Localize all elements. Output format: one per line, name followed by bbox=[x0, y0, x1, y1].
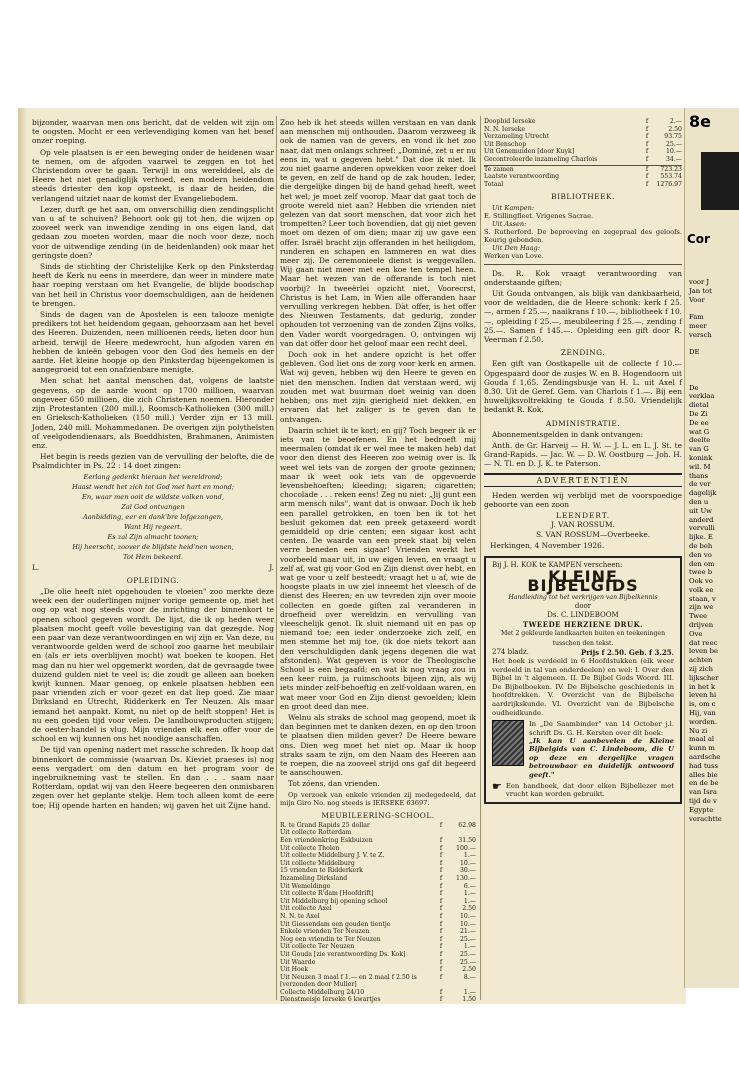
ledger-currency: f bbox=[439, 867, 443, 875]
adjacent-page-fragment: aardsche bbox=[689, 753, 721, 762]
adjacent-page-fragment: Egypte bbox=[689, 805, 714, 814]
poem-line: Hij heerscht, zoover de blijdste heid'nen wonen, bbox=[72, 542, 234, 551]
ledger-row bbox=[484, 133, 682, 141]
ledger-label: Uit collecte Tholen bbox=[280, 844, 340, 852]
ledger-row bbox=[280, 943, 476, 951]
newspaper-page bbox=[18, 108, 686, 1004]
ledger-label: R. te Grand Rapids 25 dollar bbox=[280, 821, 370, 829]
adjacent-page-fragment: had tuss bbox=[689, 761, 719, 770]
ad-edition: TWEEDE HERZIENE DRUK. bbox=[522, 620, 644, 630]
ledger-label: Uit Hoek bbox=[280, 966, 309, 974]
ledger-currency: f bbox=[439, 928, 443, 936]
ledger-amount: 25.— bbox=[459, 935, 476, 943]
ledger-amount: 1.— bbox=[463, 890, 476, 898]
ledger-amount: 2.50 bbox=[462, 966, 476, 974]
adjacent-page-fragment: alles bie bbox=[689, 770, 718, 779]
adjacent-page-fragment: De bbox=[689, 383, 699, 392]
ledger-label: Uit collecte Middelburg bbox=[280, 859, 355, 867]
poem-line: Zal God ontvangen bbox=[121, 502, 185, 511]
paragraph: „De olie heeft niet opgehouden te vloeien" zoo merkte deze week een der ouderlingen mijner vorige gemeente op, met het oog op wat nog steeds voor de inrichting der binnenkort te openen school gegeven wordt. De lijst, die ik op heden weer plaatsen mocht geeft volle bevestiging van dat gezegde. Nog een paar van deze verantwoordingen en wij zijn er. Van deze, nu verantwoorde gelden werd de school zoo gaarne het meubilair en (als er iets overblijven mocht) wat boeken te koopen. Het mag dan nu hier wel opgemerkt worden, dat de gevraagde twee duizend gulden niet te veel is; die zoudt ge alleen aan boeken kwijt kunnen. Maar genoeg, op enkele plaatsen hebben een paar vrienden zich er voor gezet en dat liep goed. Zie maar Dirksland en Utrecht, Ridderkerk en Ter Neuzen. Als maar iemand het aanpakt. Komt, nu niet op de helft stoppen! Het is nu een goeden tijd voor velen. De landbouwproducten stijgen; de oester-handel is vlug. Mijn vrienden elk een offer voor de school en wij kunnen ons het noodige aanschaffen. bbox=[32, 586, 274, 744]
section-heading-administratie: ADMINISTRATIE. bbox=[545, 418, 621, 428]
ledger-label: Dienstmeisje Ierseke 6 kwartjes bbox=[280, 996, 381, 1004]
signature-right: J. bbox=[269, 562, 274, 572]
ledger-currency: f bbox=[645, 118, 649, 125]
adjacent-page-fragment: lijkscher bbox=[689, 673, 719, 682]
ad-price: Prijs f 2.50. Geb. f 3.25. bbox=[580, 647, 674, 657]
adjacent-page-fragment: zij zich bbox=[689, 665, 713, 674]
poem-line: Haast wendt het zich tot God met hart en mond; bbox=[71, 482, 235, 491]
ledger-row bbox=[280, 974, 476, 982]
ledger-currency: f bbox=[439, 882, 443, 890]
ledger-label: Uit Neuzen 3 maal f 1.— en 2 maal f 2.50 is bbox=[280, 973, 417, 981]
ledger-row bbox=[280, 829, 476, 837]
ledger-label: Uit collecte Ter Neuzen bbox=[280, 943, 355, 951]
psalm-poem bbox=[32, 473, 274, 561]
poem-line: Tot Hem bekeerd. bbox=[123, 552, 183, 561]
paragraph: Anth. de Gr. Harveij — H. W. — J. L. en L. J. St. te Grand-Rapids. — Jac. W. — D. W. Oostburg — Joh. H. — N. Tl. en D. J. K. te Paterson. bbox=[484, 441, 682, 469]
ad-footer-text: Een handboek, dat door elken Bijbellezer met vrucht kan worden gebruikt. bbox=[505, 782, 674, 799]
ledger-row bbox=[484, 173, 682, 181]
adjacent-page-fragment: versch bbox=[689, 330, 712, 339]
ledger-amount: 2.50 bbox=[462, 905, 476, 913]
ledger-label: Uit Gouda [zie verantwoording Ds. Kok] bbox=[280, 950, 406, 958]
adjacent-page-fragment: Ove bbox=[689, 629, 703, 638]
ledger-row bbox=[280, 959, 476, 967]
ledger-amount bbox=[446, 829, 476, 837]
poem-line: Es zal Zijn almacht toonen; bbox=[107, 532, 199, 541]
ledger-label: Verzameling Utrecht bbox=[484, 133, 550, 141]
book-advertisement bbox=[484, 556, 682, 804]
ledger-label: Gecontroleerde inzameling Charlois bbox=[484, 155, 598, 163]
ledger-currency: f bbox=[645, 125, 649, 133]
ledger-currency: f bbox=[645, 155, 649, 163]
adjacent-page-fragment: Hij, van bbox=[689, 709, 716, 718]
adjacent-page-fragment: zijn we bbox=[689, 603, 714, 612]
poem-line: En, waar men ooit de wildste volken vond, bbox=[82, 492, 224, 501]
adjacent-page-fragment: in het k bbox=[689, 682, 716, 691]
adjacent-page-fragment: dietal bbox=[689, 401, 709, 410]
ad-maps: Met 2 gekleurde landkaarten buiten en teekeningen tusschen den tekst. bbox=[500, 630, 666, 647]
ad-contents: Het boek is verdeeld in 6 Hoofdstukken (elk weer verdeeld in tal van onderdeelen) en wel: I. Over den Bijbel in 't algemeen. II. De Bijbel Gods Woord. III. De Bijbelboeken. IV. De Bijbelsche geschiedenis in hoofdtrekken. V. Overzicht van de Bijbelsche aardrijkskunde. VI. Overzicht van de Bijbelsche oudheidkunde. bbox=[492, 657, 674, 717]
adjacent-page-fragment: den vo bbox=[689, 550, 712, 559]
ledger-amount: 93.75 bbox=[664, 133, 682, 141]
ledger-row bbox=[280, 966, 476, 974]
adjacent-page-fragment: drijven bbox=[689, 621, 714, 630]
adjacent-page-fragment bbox=[689, 340, 739, 349]
ledger-label: Uit collecte Axel bbox=[280, 905, 332, 913]
giro-note: Op verzoek van enkele vrienden zij medegedeeld, dat mijn Giro No. nog steeds is IERSEKE 63697. bbox=[280, 790, 476, 807]
paragraph: Abonnementsgelden in dank ontvangen: bbox=[492, 429, 644, 439]
paragraph: bijzonder, waarvan men ons bericht, dat de velden wit zijn om te oogsten. Mocht er een verlevendiging komen van het besef onzer roeping. bbox=[32, 118, 274, 146]
ledger-currency: f bbox=[645, 140, 649, 148]
adjacent-page-fragment bbox=[689, 357, 739, 366]
ledger-label: N. N. Ierseke bbox=[484, 125, 526, 133]
adjacent-page-fragment: vervulli bbox=[689, 524, 715, 533]
adjacent-page-fragment: De Zi bbox=[689, 409, 708, 418]
ad-title: KLEINE BIJBELGIDS bbox=[527, 567, 639, 596]
adjacent-page-fragment: verachtte bbox=[689, 814, 722, 823]
birth-parents: S. VAN ROSSUM—Overbeeke. bbox=[535, 529, 651, 539]
column-rule bbox=[276, 116, 277, 1000]
ledger-amount: 1.— bbox=[463, 988, 476, 996]
library-place: Uit Kampen: bbox=[492, 203, 535, 212]
adjacent-page bbox=[684, 108, 739, 988]
library-place: Uit Assen: bbox=[492, 219, 527, 228]
paragraph: Zoo heb ik het steeds willen verstaan en van dank aan menschen mij onthouden. Daarom verzweeg ik ook de namen van de gevers, en vond ik het zoo naar, dat men onlangs schreef: „Dominé, zet u er nu eens in, wat u gegeven hebt." Dat doe ik niet. Ik zou niet gaarne anderen opwekken voor zeker doel te geven, en zelf de hand op de zak houden. Ieder, die dergelijke dingen bij de hand gehad heeft, weet het wel; je moet zelf voorop. Maar dat gaat toch de groote wereld niet aan? Hebben die vrienden niet gelezen van dat soort menschen, dat voor zich het trompetten? Leer toch bovendien, dat gij niet geven moet om dezen of om dien; maar zij uw gave een offer. Israël bracht zijn offeranden in het heiligdom, runderen en schapen en lammeren en wat dies meer zij. De ceremonieele dienst is weggevallen. Wij gaan niet meer met een koe ten tempel heen. Maar het wezen van de offerande is toch niet voorbij? In tweeërlei opzicht niet. Voorecrst, Christus is het Lam, in Wien alle offeranden haar vervulling verkregen hebben. Dàt offer, is het offer des Nieuwen Testaments, dat gedurig, zonder ophouden tot verzoening van de zonden Zijns volks, den Vader wordt voorgedragen. O, ontvingen wij van dat offer door het geloof maar een recht deel. bbox=[280, 118, 476, 348]
ledger-amount: 25.— bbox=[459, 950, 476, 958]
adjacent-page-fragment: lijke. E bbox=[689, 533, 713, 542]
signature bbox=[32, 563, 274, 572]
ledger-label: Een vriendenkring Eskbuizen bbox=[280, 837, 373, 845]
ad-publisher-text: Bij J. H. KOK te KAMPEN verscheen: bbox=[492, 561, 623, 570]
ledger-row bbox=[280, 845, 476, 853]
ledger-currency: f bbox=[439, 905, 443, 913]
library-entry: E. Stillingfleet. Vrigenes Sacrae. bbox=[484, 211, 594, 220]
ledger-row bbox=[280, 898, 476, 906]
ledger-row bbox=[484, 118, 682, 126]
book-cover-icon bbox=[492, 720, 524, 766]
ledger-totals bbox=[484, 165, 682, 189]
column-1 bbox=[32, 118, 274, 998]
ledger-amount bbox=[446, 981, 476, 989]
ledger-row bbox=[484, 126, 682, 134]
section-heading-meubileering: MEUBILEERING-SCHOOL. bbox=[321, 810, 435, 820]
ledger-currency: f bbox=[439, 958, 443, 966]
library-entry: S. Rutherford. De beproeving en zegepraal des geloofs. Keurig gebonden. bbox=[484, 227, 682, 244]
ledger-currency: f bbox=[439, 943, 443, 951]
ledger-label: Uit Waarde bbox=[280, 958, 316, 966]
paragraph: Een gift van Oostkapelle uit de collecte f 10.— Opgespaard door de zusjes W. en B. Hogendoorn uit Gouda f 1,65. Zendingsbusje van H. L. uit Axel f 8.30. Uit de Geref. Gem. van Charlois f 1.—. Bij een huwelijksvoltrekking te Gouda f 8.50. Vriendelijk bedankt R. Kok. bbox=[484, 359, 682, 415]
birth-place: Herkingen, 4 November 1926. bbox=[490, 540, 605, 550]
ad-promo-quote: „Ik kan U aanbevelen de Kleine Bijbelgids van C. Lindeboom, die U op deze en dergelijke vragen betrouwbaar en duidelijk antwoord geeft." bbox=[529, 737, 674, 779]
ledger-label: Enkele vrienden Ter Neuzen bbox=[280, 928, 370, 936]
ledger-currency: f bbox=[439, 912, 443, 920]
paragraph: Sinds de dagen van de Apostelen is een talooze menigte predikers tot het heidendom gegaan, gehoorzaam aan het bevel des Heeren. Duizenden, neen millioenen reeds, lieten door hun arbeid, terwijl de Heere medewrocht, hun afgoden varen en hebben de knieën gebogen voor den God des hemels en der aarde. Het kleine hoopje op den Pinksterdag bijeengekomen is aangegroeid tot een onafzienbare menigte. bbox=[32, 310, 274, 375]
paragraph: Tot zóens, dan vrienden. bbox=[288, 779, 380, 789]
paragraph: Ds. R. Kok vraagt verantwoording van onderstaande giften; bbox=[484, 268, 682, 287]
ledger-currency: f bbox=[439, 950, 443, 958]
paragraph: De tijd van opening nadert met rassche schreden. Ik hoop dat binnenkort de commissie (waarvan Ds. Kieviet praeses is) nog eens vergadert om den datum en het program voor de ingebruikneming vast te stellen. En dan . . . saam naar Rotterdam, opdat wij van den Heere begeeren den onmisbaren zegen over het geplante stekje. Hem toch alleen komt de eere toe; Hij opende harten en handen; wij gaven het uit Zijne hand. bbox=[32, 745, 274, 810]
adjacent-page-fragment: Fam bbox=[689, 313, 704, 322]
ledger-amount: 1.— bbox=[463, 897, 476, 905]
paragraph: Op vele plaatsen is er een beweging onder de heidenen waar te nemen, om de afgoden vaarwel te zeggen en tot het Christendom over te gaan. Terwijl in ons werelddeel, als de Heere het niet genadiglijk verhoed, een modern heidendom steeds driester den kop opsteekt, is daar de heiden, die verlangend uitziet naar de komst der Evangeliebodem. bbox=[32, 147, 274, 203]
adjacent-page-fragment: Nu zi bbox=[689, 726, 708, 735]
ledger-label: Inzameling Dirksland bbox=[280, 874, 348, 882]
adjacent-page-fragment: de beh bbox=[689, 541, 713, 550]
ledger-label: Uit Genemuiden [door Kuyk] bbox=[484, 148, 575, 156]
paragraph: Het begin is reeds gezien van de vervulling der belofte, die de Psalmdichter in Ps. 22 : 14 doet zingen: bbox=[32, 452, 274, 471]
adjacent-page-fragment: achten bbox=[689, 656, 713, 665]
ledger-amount: 25.— bbox=[665, 140, 682, 148]
ledger-row bbox=[280, 936, 476, 944]
birth-name: LEENDERT. bbox=[555, 511, 611, 521]
paragraph: Daarin schiet ik te kort; en gij? Toch begeer ik er iets van te beoefenen. En het bedroeft mij meermalen (omdat ik er wel mee te maken heb) dat voor den dienst des Heeren zoo weinig over is. Ik weet wel iets van de zorgen der groote gezinnen; maar ik weet ook iets van de opgevoerde levensbehoeften; kleeding; sigaren; cigaretten; chocolade . . . reken eens! Zeg nu niet: „Jij gunt een arm mensch niks", want dat is onwaar. Doch ik heb een parallel getrokken, en toen ben ik tot het besluit gekomen dat een preek getaxeerd wordt gemiddeld op drie centen; een sigaar kost acht centen. De waarde van een preek staat bij velen verre beneden een sigaar! Vrienden werkt het voorbeeld maar uit, in uw eigen leven, en vraagt u zelf af, wat gij voor God en Zijn dienst over hebt, en wat ge voor u zelf besteedt; vraagt het u af, wie de hoogste plaats in uw ziel inneemt het vleesch of de dienst des Heeren; en uw tevreden zijn over mooie collecten en goede giften zal veranderen in droefheid over wereldzin en vervulling van vleeschelijk genot. Ik sluit niemand uit en pas op niemand toe; een ieder onderzoeke zich zelf, en men stemme het mij toe, (ik doe niets tekort aan den verschuldigden dank jegens degenen die wat afstonden). Wat gegeven is voor de Theologische School is een begaafd; en wat ik nog vraag zou in een keer ruim, ja ruimschoots bijeen zijn, als wij iets minder zelf-behoeftig en zelf-voldaan waren, en wat meer voor God en Zijn dienst gevoelden; klein en groot deed dan mee. bbox=[280, 425, 476, 711]
section-heading-bibliotheek: BIBLIOTHEEK. bbox=[551, 192, 615, 202]
ledger-currency: f bbox=[439, 844, 443, 852]
adjacent-page-fragment bbox=[689, 366, 739, 375]
adjacent-page-fragment: volk ee bbox=[689, 585, 714, 594]
ledger-currency: f bbox=[645, 173, 649, 181]
adjacent-page-fragment: uit Uw bbox=[689, 506, 712, 515]
adjacent-page-fragment: en de be bbox=[689, 779, 719, 788]
adjacent-page-fragment: staan, v bbox=[689, 594, 716, 603]
ad-price-row bbox=[492, 648, 674, 657]
adjacent-page-fragment: dagelijk bbox=[689, 489, 717, 498]
ledger-row bbox=[484, 148, 682, 156]
ledger-amount: 130.— bbox=[456, 874, 476, 882]
ledger-row bbox=[280, 996, 476, 1004]
ledger-label: 15 vrienden te Ridderkerk bbox=[280, 867, 363, 875]
adjacent-page-fragment: worden. bbox=[689, 717, 718, 726]
ledger-currency: f bbox=[439, 890, 443, 898]
section-heading-zending: ZENDING. bbox=[560, 348, 606, 358]
ledger-row bbox=[280, 860, 476, 868]
adjacent-page-fragment bbox=[689, 375, 739, 384]
paragraph: Uit Gouda ontvangen, als blijk van dankbaarheid, voor de weldaden, die de Heere schonk: kerk f 25.—, armen f 25.—, naaikrans f 10.—, bibliotheek f 10.—, opleiding f 25.—, meubileering f 25.—, zending f 25.—. Samen f 145.—. Opleiding een gift door R. Veerman f 2.50. bbox=[484, 288, 682, 344]
adjacent-page-fragment: Twee bbox=[689, 612, 708, 621]
ad-promo bbox=[492, 720, 674, 779]
ledger-amount: 10.— bbox=[665, 148, 682, 156]
poem-line: Aanbidding, eer en dank'bre lofgezangen, bbox=[82, 512, 224, 521]
ledger-row bbox=[280, 921, 476, 929]
ledger-amount: 10.— bbox=[459, 920, 476, 928]
ledger-amount: 1.— bbox=[463, 852, 476, 860]
ledger-currency bbox=[436, 981, 446, 989]
ledger-label: Uit collecte R'dam [Hoofdrift] bbox=[280, 890, 374, 898]
column-3 bbox=[484, 118, 682, 998]
adjacent-page-fragment: verklaa bbox=[689, 392, 715, 401]
column-2 bbox=[280, 118, 476, 1004]
ledger-currency: f bbox=[439, 897, 443, 905]
library-place: Uit Den Haag: bbox=[492, 243, 540, 252]
ledger-amount: 8.— bbox=[463, 973, 476, 981]
ledger-amount: 34.— bbox=[665, 155, 682, 163]
ad-pages: 274 bladz. bbox=[492, 647, 529, 656]
ad-promo-source: In „De Saambinder" van 14 October j.l. schrift Ds. G. H. Kersten over dit boek: bbox=[529, 720, 674, 737]
ledger-amount: 31.50 bbox=[458, 837, 476, 845]
paragraph: Men schat het aantal menschen dat, volgens de laatste gegevens, op de aarde woont op 1700 millioen, waarvan ongeveer 650 millioen, die zich Christenen noemen. Hieronder zijn Protestanten (200 mill.), Roomsch-Katholieken (300 mill.) en Grieksch-Katholieken (150 mill.) Verder zijn er 13 mill. Joden, 240 mill. Mohammedanen. De overigen zijn polytheïsten of veelgodendienaars, als Boeddhisten, Brahmanen, Animisten enz. bbox=[32, 376, 274, 450]
ledger-row bbox=[280, 867, 476, 875]
ledger-currency: f bbox=[645, 165, 649, 173]
adjacent-page-masthead-block bbox=[701, 152, 739, 210]
ledger-row bbox=[484, 141, 682, 149]
ledger-label: Doopbid Ierseke bbox=[484, 118, 536, 125]
column-rule bbox=[480, 116, 481, 1000]
ledger-currency: f bbox=[439, 852, 443, 860]
adjacent-page-fragment bbox=[689, 304, 739, 313]
adjacent-page-fragment: dat reec bbox=[689, 638, 718, 647]
ledger-row bbox=[280, 837, 476, 845]
ledger-label: Uit collecte Middelburg J. V. te Z. bbox=[280, 852, 385, 860]
ad-door: door bbox=[574, 601, 592, 610]
ad-promo-text bbox=[529, 720, 674, 779]
ledger-label: Laatste verantwoording bbox=[484, 173, 560, 181]
ledger-amount: 2.— bbox=[669, 118, 682, 125]
ledger-currency: f bbox=[645, 133, 649, 141]
poem-line: Eerlang gedenkt hieraan het wereldrond; bbox=[83, 472, 223, 481]
ledger-row bbox=[280, 905, 476, 913]
adjacent-page-fragment: DE bbox=[689, 348, 700, 357]
ledger-label: N. N. te Axel bbox=[280, 912, 320, 920]
ledger-currency: f bbox=[439, 966, 443, 974]
ledger-amount: 723.23 bbox=[660, 165, 682, 173]
advertisements-heading: ADVERTENTIËN bbox=[484, 473, 682, 487]
ledger-label: Uit Wemeldinge bbox=[280, 882, 331, 890]
ledger-amount: 1.— bbox=[463, 943, 476, 951]
adjacent-page-fragment: anderd bbox=[689, 515, 714, 524]
ledger-label: Nog een vriendin te Ter Neuzen bbox=[280, 935, 381, 943]
ledger-currency: f bbox=[439, 920, 443, 928]
ledger-currency: f bbox=[439, 988, 443, 996]
birth-parents: J. VAN ROSSUM. bbox=[551, 520, 615, 530]
ledger-label: Uit collecte Rotterdam bbox=[280, 829, 352, 837]
ledger-label: Uit Giessendam een gouden tientje bbox=[280, 920, 391, 928]
ledger-currency: f bbox=[439, 973, 443, 981]
ledger-amount: 62.98 bbox=[458, 821, 476, 829]
adjacent-page-fragment: tijd de v bbox=[689, 797, 717, 806]
ledger-row bbox=[280, 883, 476, 891]
ledger-row bbox=[280, 875, 476, 883]
adjacent-page-title: 8e bbox=[689, 112, 711, 131]
ledger-currency: f bbox=[439, 935, 443, 943]
adjacent-page-fragment: De ee bbox=[689, 418, 709, 427]
ledger-amount: 10.— bbox=[459, 912, 476, 920]
ad-subtitle: Handleiding tot het verkrijgen van Bijbelkennis bbox=[508, 593, 658, 601]
adjacent-page-fragment: wil. M bbox=[689, 462, 711, 471]
section-heading-opleiding: OPLEIDING. bbox=[126, 575, 180, 585]
ledger-currency: f bbox=[439, 821, 443, 829]
adjacent-page-text bbox=[689, 278, 739, 823]
adjacent-page-fragment: twee b bbox=[689, 568, 713, 577]
adjacent-page-fragment: Ook vo bbox=[689, 577, 713, 586]
ledger-currency: f bbox=[439, 874, 443, 882]
adjacent-page-fragment: is, om c bbox=[689, 700, 716, 709]
ledger-label: Totaal bbox=[484, 180, 504, 188]
adjacent-page-fragment: Jan tot bbox=[689, 286, 712, 295]
ledger-row bbox=[280, 928, 476, 936]
adjacent-page-fragment: leven be bbox=[689, 647, 718, 656]
ledger-label: Te zamen bbox=[484, 165, 514, 173]
ledger-label: Uit Middelburg bij opening school bbox=[280, 897, 388, 905]
birth-announcement: Heden werden wij verblijd met de voorspoedige geboorte van een zoon bbox=[484, 490, 682, 510]
ledger-row bbox=[280, 852, 476, 860]
ledger-amount: 553.74 bbox=[660, 173, 682, 181]
ledger-amount: 1276.97 bbox=[656, 180, 682, 188]
paragraph: Welnu als straks de school mag geopend, moet ik dan beginnen met te danken dezen, en op den troon te plaatsen dien milden gever? De Heere beware ons. Dien weg moet het niet op. Maar ik hoop straks saam te zijn, om den Naam des Heeren aan te roepen, die na zooveel strijd ons gaf dit begeerd te aanschouwen. bbox=[280, 713, 476, 778]
ledger-row bbox=[280, 890, 476, 898]
ledger-row bbox=[280, 951, 476, 959]
divider bbox=[484, 264, 682, 265]
ledger-amount: 25.— bbox=[459, 958, 476, 966]
adjacent-page-fragment: van G bbox=[689, 445, 709, 454]
ledger-currency bbox=[436, 829, 446, 837]
adjacent-page-subtitle: Cor bbox=[687, 232, 710, 246]
ledger-amount: 30.— bbox=[459, 867, 476, 875]
ledger-currency: f bbox=[439, 859, 443, 867]
ledger-currency: f bbox=[439, 996, 443, 1004]
adjacent-page-fragment: meer bbox=[689, 321, 707, 330]
adjacent-page-fragment: kunn m bbox=[689, 744, 715, 753]
ad-footer bbox=[492, 782, 674, 799]
library-list bbox=[484, 204, 682, 260]
ledger-amount: 10.— bbox=[459, 859, 476, 867]
ad-author: Ds. C. LINDEBOOM bbox=[547, 611, 619, 620]
paragraph: Lezer, durft ge het aan, om onverschillig dien zendingsplicht van u af te schuiven? Behoort ook gij tot hen, die wijzen op zooveel werk van inwendige zending in ons eigen land, dat gedaan zou moeten worden, maar die noch voor deze, noch voor de uitwendige zending (in de heidenlanden) ook maar het geringste doen? bbox=[32, 204, 274, 260]
ledger-amount: 21.— bbox=[459, 928, 476, 936]
ledger-amount: 100.— bbox=[456, 844, 476, 852]
ledger-currency: f bbox=[439, 837, 443, 845]
ledger-currency: f bbox=[645, 148, 649, 156]
ledger-row bbox=[280, 981, 476, 989]
ledger-row bbox=[280, 913, 476, 921]
ledger-label: [verzonden door Muller] bbox=[280, 981, 357, 989]
adjacent-page-fragment: den om bbox=[689, 559, 715, 568]
adjacent-page-fragment: wat G bbox=[689, 427, 710, 436]
ledger-row bbox=[280, 989, 476, 997]
adjacent-page-fragment: maal al bbox=[689, 735, 715, 744]
ledger-currency: f bbox=[645, 180, 649, 188]
adjacent-page-fragment: deelte bbox=[689, 436, 711, 445]
adjacent-page-fragment: leven hi bbox=[689, 691, 717, 700]
ledger-amount: 1.50 bbox=[462, 996, 476, 1004]
adjacent-page-fragment: de ver bbox=[689, 480, 711, 489]
signature-left: L. bbox=[32, 562, 40, 572]
adjacent-page-fragment: Voor bbox=[689, 295, 705, 304]
library-entry: Werken van Love. bbox=[484, 251, 544, 260]
adjacent-page-fragment: van Isra bbox=[689, 788, 717, 797]
paragraph: Doch ook in het andere opzicht is het offer gebleven. God liet ons de zorg voor kerk en armen. Wat wij geven, hebben wij den Heere te geven en niet den menschen. Indien dat verstaan werd, wij zouden met wat buurman doet weinig van doen hebben; ons met zijn gierigheid niet dekken, en ervaren dat het zaliger is te geven dan te ontvangen. bbox=[280, 350, 476, 424]
adjacent-page-fragment: voor J bbox=[689, 278, 710, 286]
adjacent-page-fragment: thans bbox=[689, 471, 709, 480]
poem-line: Want Hij regeert. bbox=[123, 522, 183, 531]
ledger-label: Collecte Middelburg 24/10 bbox=[280, 988, 365, 996]
paragraph: Sinds de stichting der Christelijke Kerk op den Pinksterdag heeft de Kerk nu eens in meerdere, dan weer in mindere mate haar roeping verstaan om het Evangelie, de blijde boodschap van het heil in Christus voor doemschuldigen, aan de heidenen te brengen. bbox=[32, 262, 274, 308]
ledger-row bbox=[484, 165, 682, 174]
pointing-hand-icon: ☛ bbox=[492, 780, 502, 794]
donation-ledger bbox=[280, 822, 476, 1004]
ledger-amount: 2.50 bbox=[668, 125, 682, 133]
ledger-label: Uit Benschop bbox=[484, 140, 527, 148]
adjacent-page-fragment: konink bbox=[689, 453, 713, 462]
donation-ledger-continued bbox=[484, 118, 682, 164]
adjacent-page-fragment: den u bbox=[689, 497, 709, 506]
ledger-row bbox=[484, 156, 682, 164]
ledger-row bbox=[280, 822, 476, 830]
ledger-row bbox=[484, 181, 682, 189]
ledger-amount: 6.— bbox=[463, 882, 476, 890]
page-binding bbox=[18, 108, 26, 1004]
